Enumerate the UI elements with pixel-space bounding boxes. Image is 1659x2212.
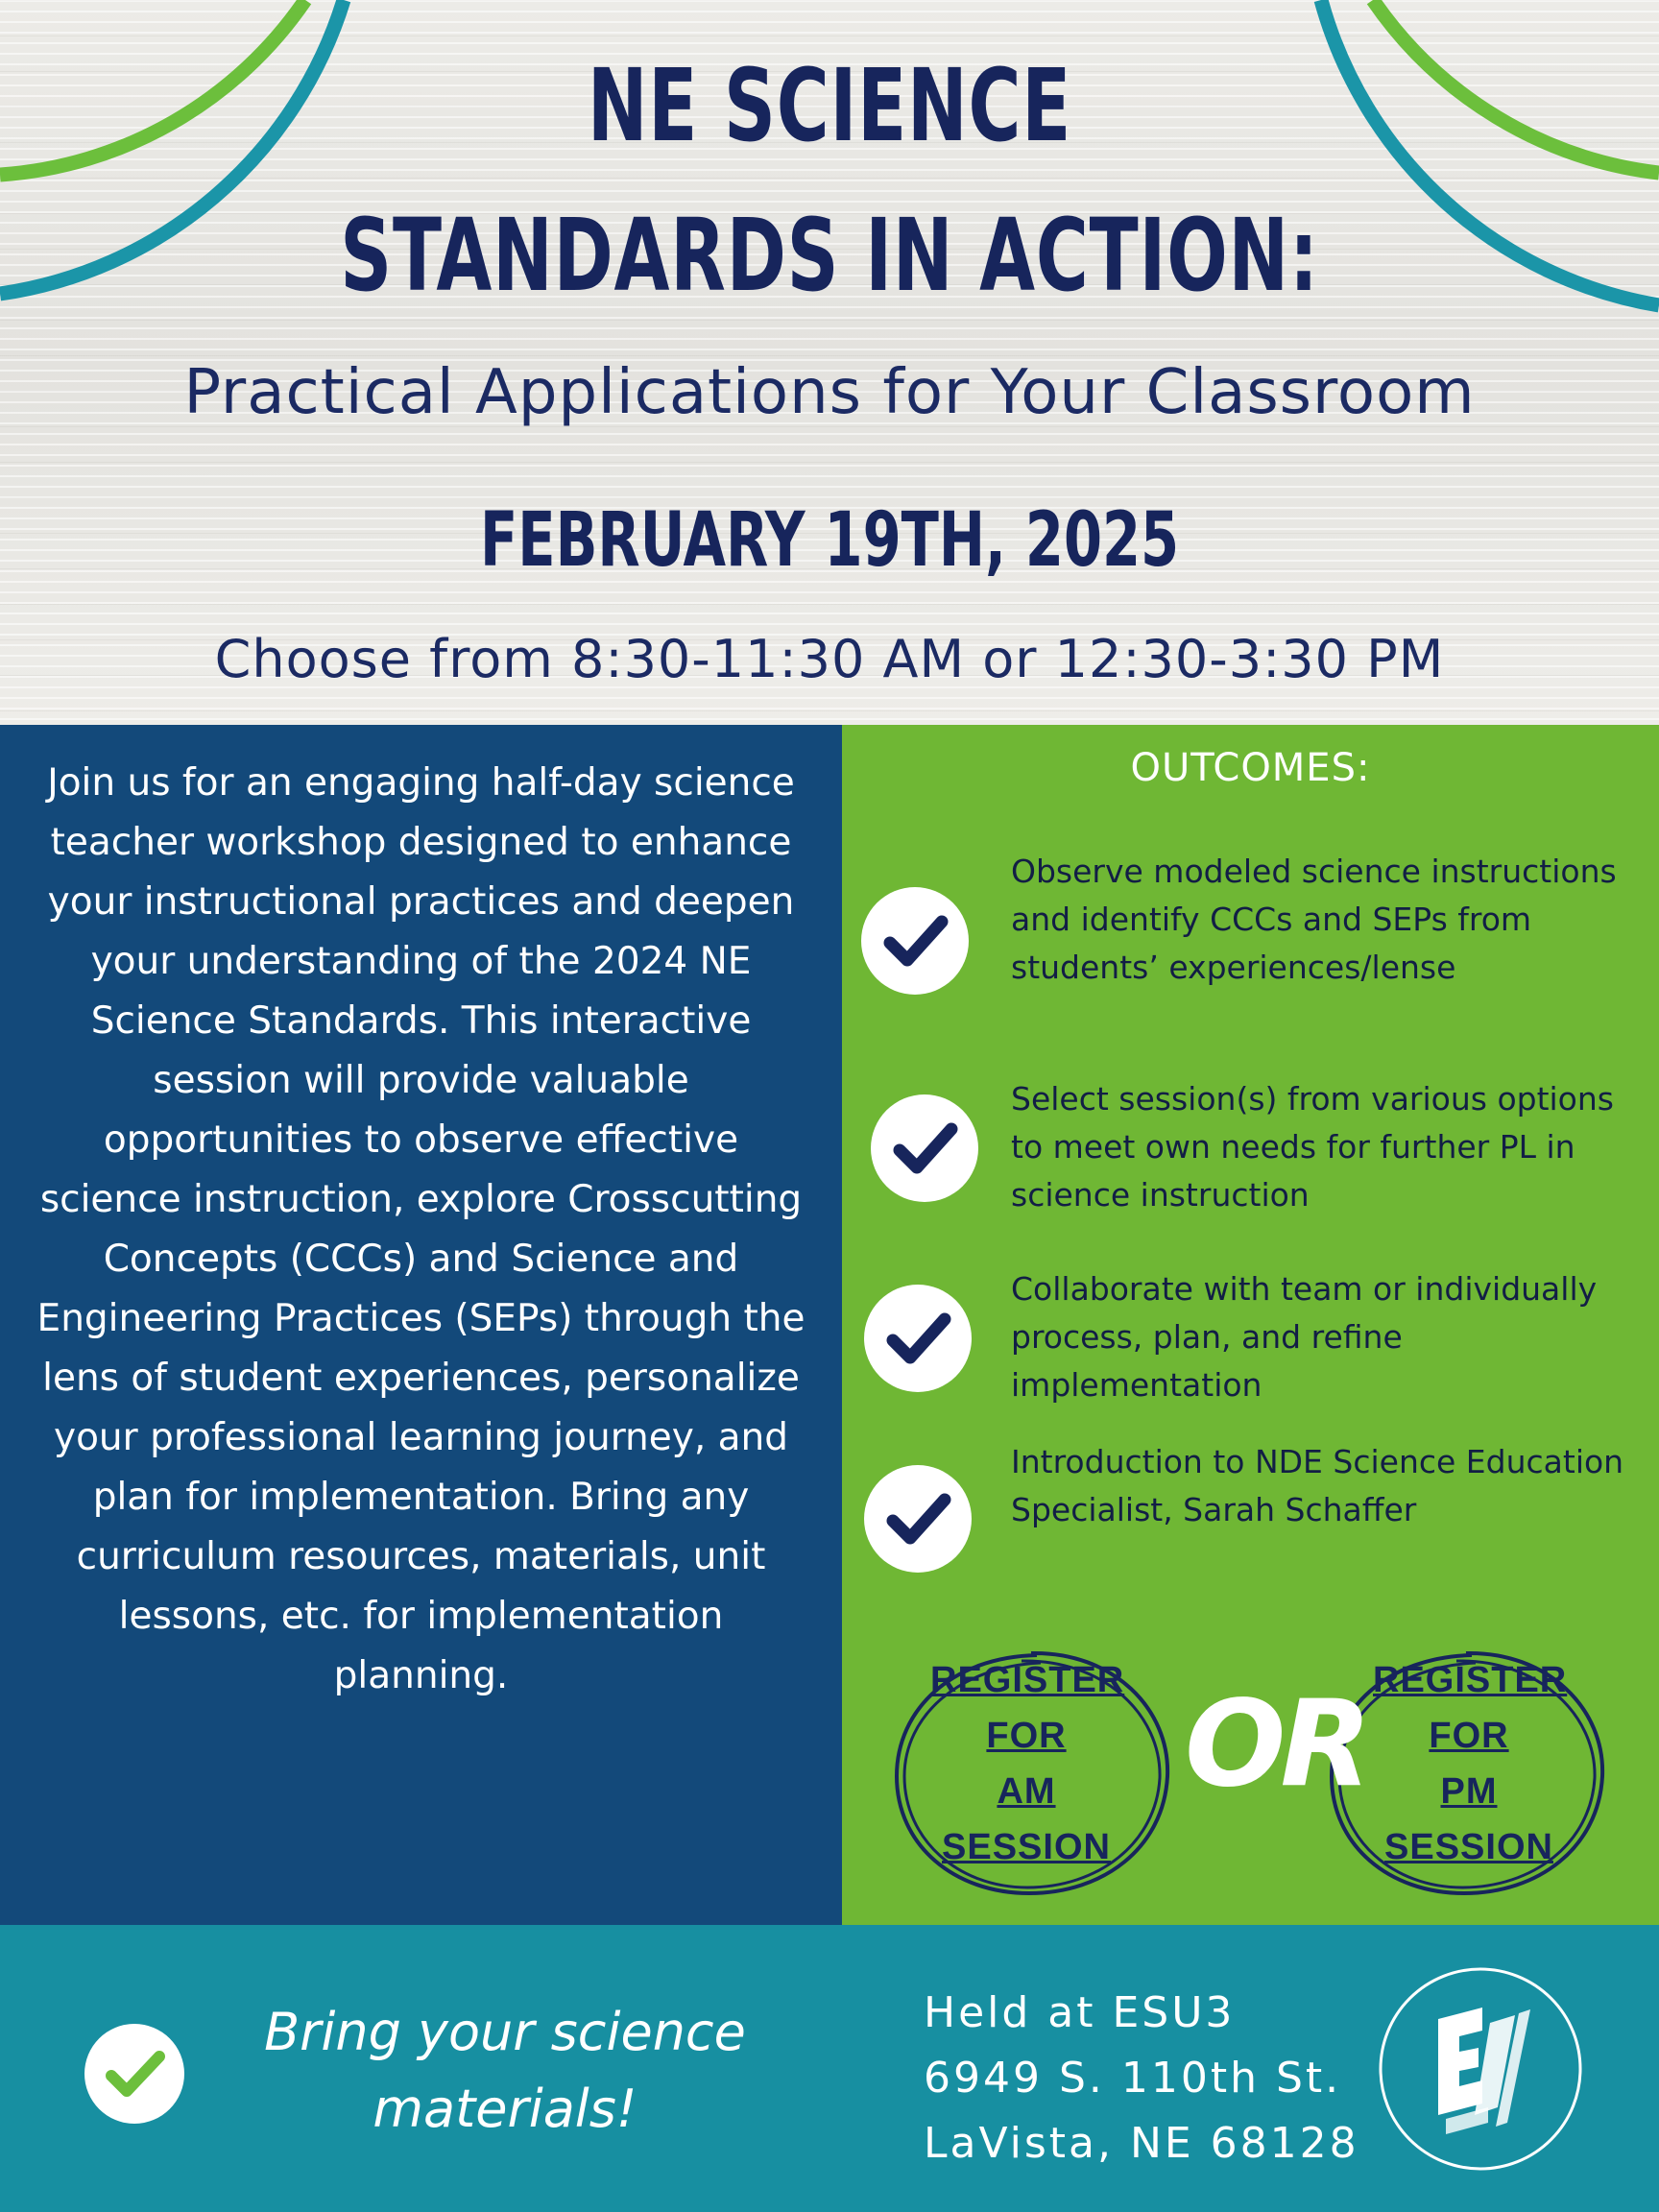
check-icon xyxy=(84,2024,184,2124)
register-am-line: FOR xyxy=(986,1716,1067,1756)
outcomes-panel xyxy=(842,725,1659,1925)
outcomes-heading: OUTCOMES: xyxy=(1130,746,1371,790)
description-panel xyxy=(0,725,842,1925)
register-pm-line: FOR xyxy=(1429,1716,1509,1756)
event-date: FEBRUARY 19TH, 2025 xyxy=(479,497,1180,584)
or-separator: OR xyxy=(1185,1675,1366,1814)
address-line: LaVista, NE 68128 xyxy=(924,2119,1359,2168)
register-pm-link[interactable] xyxy=(1373,1652,1568,1875)
register-am-link[interactable] xyxy=(930,1652,1125,1875)
register-am-line: REGISTER xyxy=(930,1660,1125,1700)
register-pm-line: PM xyxy=(1440,1771,1498,1812)
title-line-2: STANDARDS IN ACTION: xyxy=(340,197,1319,314)
check-icon xyxy=(864,1285,972,1392)
session-times: Choose from 8:30-11:30 AM or 12:30-3:30 PM xyxy=(214,629,1445,689)
subtitle: Practical Applications for Your Classroom xyxy=(183,357,1476,428)
bring-line: materials! xyxy=(373,2079,637,2139)
workshop-description: Join us for an engaging half-day science teacher workshop designed to enhance your instructional practices and deepen your understanding of the 2024 NE Science Standards. This interactive session will provide valuable opportunities to observe effective science instruction, explore Crosscutting Concepts (CCCs) and Science and Engineering Practices (SEPs) through the lens of student experiences, personalize your professional learning journey, and plan for implementation. Bring any curriculum resources, materials, unit lessons, etc. for implementation planning. xyxy=(36,761,805,1697)
check-icon xyxy=(864,1465,972,1573)
address-line: 6949 S. 110th St. xyxy=(924,2054,1342,2103)
outcome-text: Select session(s) from various options to meet own needs for further PL in science instruction xyxy=(1011,1080,1614,1214)
register-pm-line: REGISTER xyxy=(1373,1660,1568,1700)
register-pm-line: SESSION xyxy=(1384,1827,1553,1867)
register-am-line: SESSION xyxy=(942,1827,1111,1867)
header-banner xyxy=(0,0,1659,725)
esu3-logo xyxy=(1375,1963,1586,2175)
bring-line: Bring your science xyxy=(264,2002,746,2062)
check-icon xyxy=(861,887,969,995)
address-line: Held at ESU3 xyxy=(924,1988,1236,2037)
bring-materials-note xyxy=(227,1994,783,2148)
check-icon xyxy=(871,1094,978,1202)
outcome-text: Introduction to NDE Science Education Specialist, Sarah Schaffer xyxy=(1011,1443,1624,1528)
footer xyxy=(0,1925,1659,2212)
outcome-text: Collaborate with team or individually process, plan, and refine implementation xyxy=(1011,1270,1598,1404)
outcome-text: Observe modeled science instructions and identify CCCs and SEPs from students’ experiences/lense xyxy=(1011,853,1617,986)
title-line-1: NE SCIENCE xyxy=(587,47,1072,164)
venue-address xyxy=(924,1981,1375,2176)
register-am-line: AM xyxy=(997,1771,1056,1812)
